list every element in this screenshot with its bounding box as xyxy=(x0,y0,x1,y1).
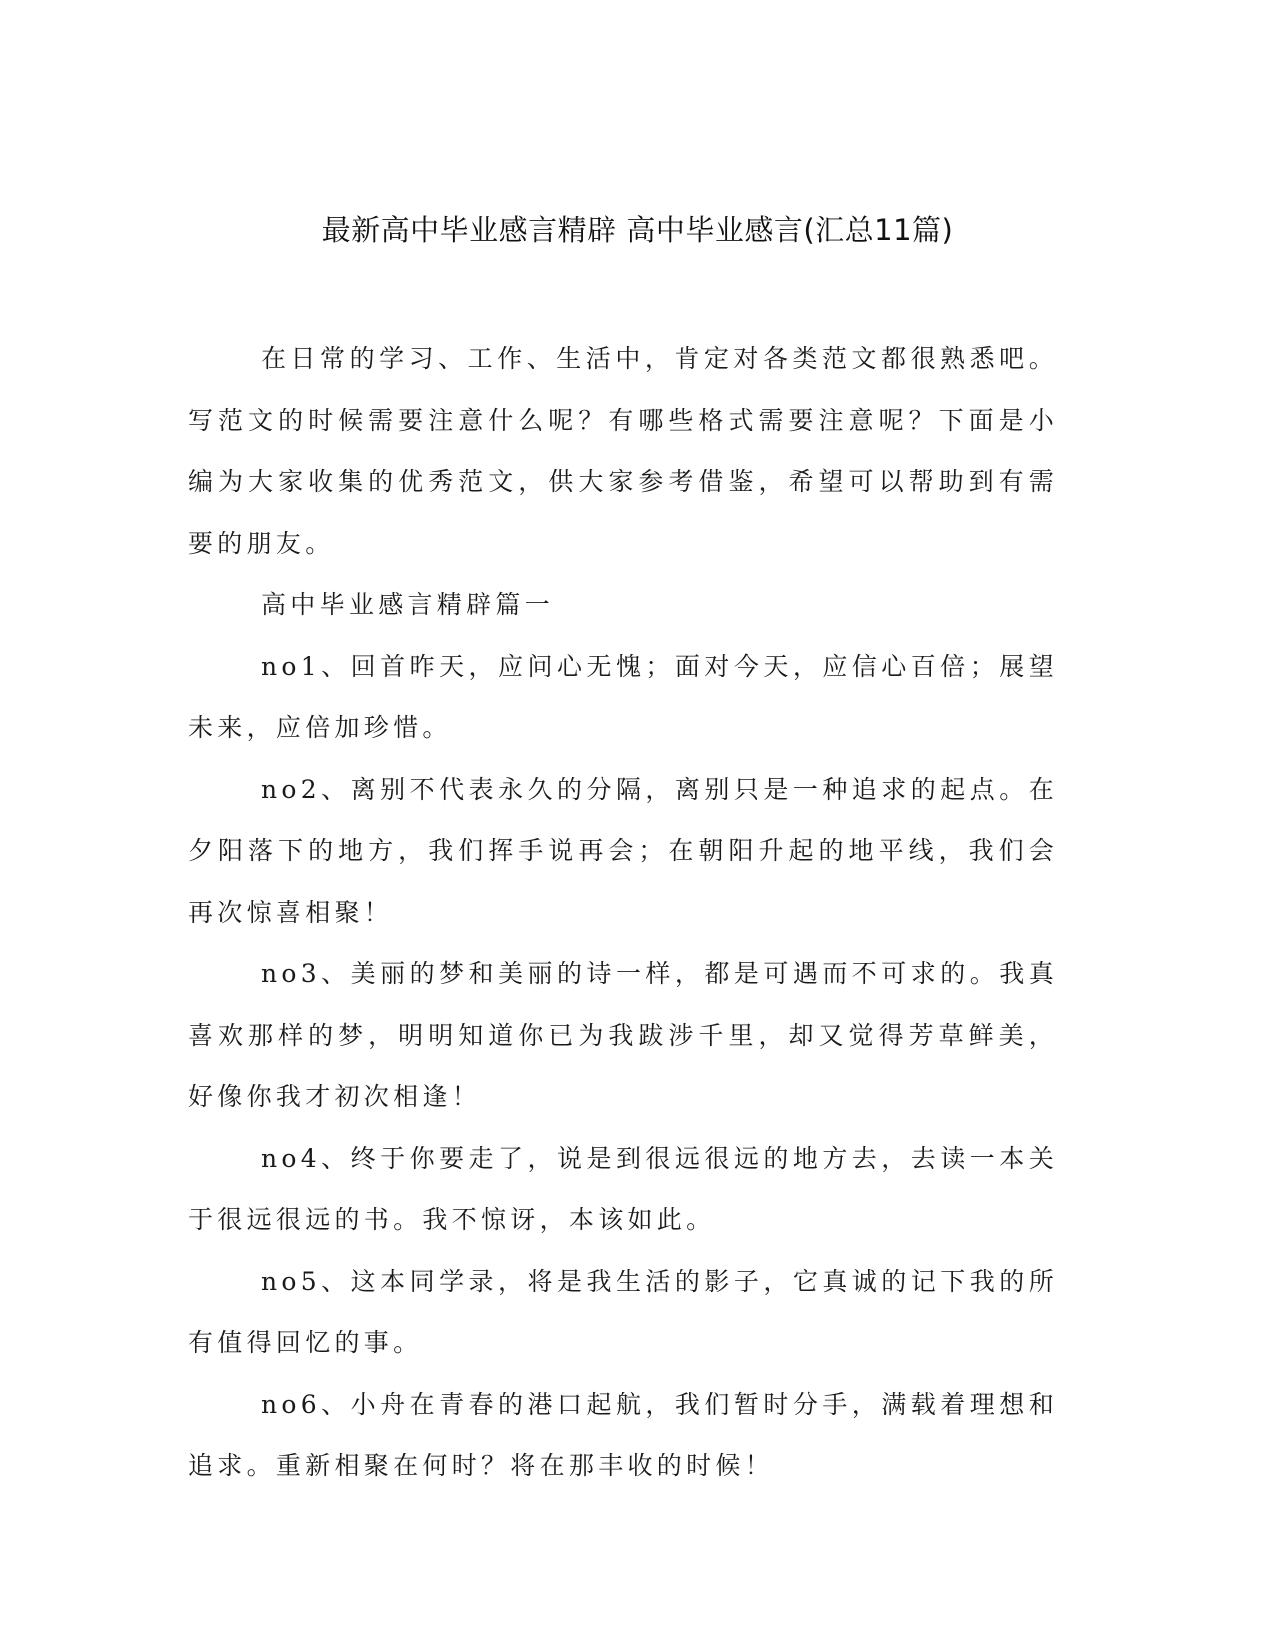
quote-paragraph-6: no6、小舟在青春的港口起航，我们暂时分手，满载着理想和追求。重新相聚在何时？将在那丰收的时候！ xyxy=(188,1389,1058,1480)
quote-paragraph-4: no4、终于你要走了，说是到很远很远的地方去，去读一本关于很远很远的书。我不惊讶，本该如此。 xyxy=(188,1143,1058,1234)
document-body xyxy=(188,328,1058,1497)
quote-paragraph-3: no3、美丽的梦和美丽的诗一样，都是可遇而不可求的。我真喜欢那样的梦，明明知道你已为我跋涉千里，却又觉得芳草鲜美，好像你我才初次相逢！ xyxy=(188,959,1058,1111)
quote-paragraph-5: no5、这本同学录，将是我生活的影子，它真诚的记下我的所有值得回忆的事。 xyxy=(188,1266,1058,1357)
document-title: 最新高中毕业感言精辟 高中毕业感言(汇总11篇) xyxy=(321,213,954,247)
section-heading: 高中毕业感言精辟篇一 xyxy=(261,590,555,619)
quote-paragraph-2: no2、离别不代表永久的分隔，离别只是一种追求的起点。在夕阳落下的地方，我们挥手说再会；在朝阳升起的地平线，我们会再次惊喜相聚！ xyxy=(188,774,1058,927)
quote-paragraph-1: no1、回首昨天，应问心无愧；面对今天，应信心百倍；展望未来，应倍加珍惜。 xyxy=(188,651,1058,742)
intro-paragraph: 在日常的学习、工作、生活中，肯定对各类范文都很熟悉吧。写范文的时候需要注意什么呢？有哪些格式需要注意呢？下面是小编为大家收集的优秀范文，供大家参考借鉴，希望可以帮助到有需要的朋友。 xyxy=(188,344,1058,558)
